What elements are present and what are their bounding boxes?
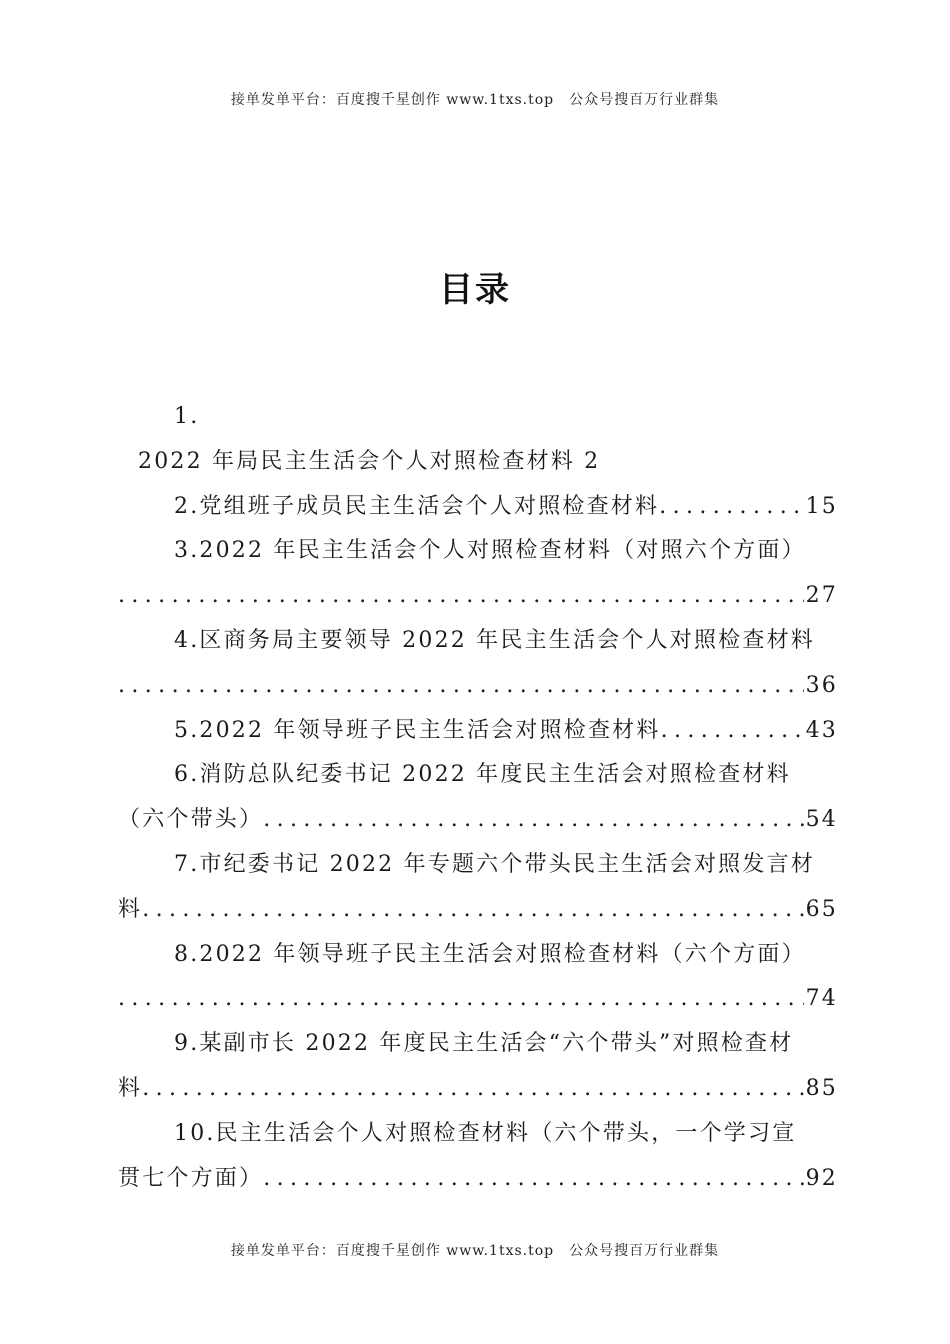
toc-item-7-leader[interactable] bbox=[118, 888, 838, 933]
toc-item-7-cont: 料 bbox=[118, 896, 143, 922]
toc-item-6-cont: （六个带头） bbox=[118, 807, 264, 833]
toc-item-10-leader[interactable] bbox=[118, 1157, 838, 1202]
dot-leader bbox=[118, 574, 804, 619]
toc-item-6-leader[interactable] bbox=[118, 798, 838, 843]
toc-item-3-page: 27 bbox=[805, 583, 838, 609]
toc-item-7-page: 65 bbox=[805, 896, 838, 922]
toc-item-6-page: 54 bbox=[805, 807, 838, 833]
toc-item-2-text: 2.党组班子成员民主生活会个人对照检查材料 bbox=[174, 493, 660, 519]
toc-item-10-cont: 贯七个方面） bbox=[118, 1165, 264, 1191]
toc-item-2[interactable] bbox=[118, 485, 838, 530]
dot-leader bbox=[263, 798, 803, 843]
toc-item-4[interactable]: 4.区商务局主要领导 2022 年民主生活会个人对照检查材料 bbox=[174, 627, 815, 653]
dot-leader bbox=[118, 977, 804, 1022]
toc-item-5-page: 43 bbox=[805, 717, 838, 743]
dot-leader bbox=[659, 485, 803, 530]
toc-item-8-page: 74 bbox=[805, 986, 838, 1012]
toc-item-9-page: 85 bbox=[805, 1075, 838, 1101]
footer-note: 接单发单平台：百度搜千星创作 www.1txs.top 公众号搜百万行业群集 bbox=[230, 1243, 720, 1259]
toc-item-3-leader[interactable] bbox=[118, 574, 838, 619]
dot-leader bbox=[661, 709, 804, 754]
toc-item-1[interactable]: 2022 年局民主生活会个人对照检查材料 2 bbox=[138, 448, 601, 474]
header-note: 接单发单平台：百度搜千星创作 www.1txs.top 公众号搜百万行业群集 bbox=[230, 92, 720, 108]
toc-item-2-page: 15 bbox=[805, 493, 838, 519]
toc-item-4-leader[interactable] bbox=[118, 664, 838, 709]
page-title: 目录 bbox=[439, 270, 511, 310]
toc-item-9[interactable]: 9.某副市长 2022 年度民主生活会“六个带头”对照检查材 bbox=[174, 1031, 794, 1057]
toc-item-5-text: 5.2022 年领导班子民主生活会对照检查材料 bbox=[174, 717, 661, 743]
toc-item-6[interactable]: 6.消防总队纪委书记 2022 年度民主生活会对照检查材料 bbox=[174, 762, 791, 788]
toc-item-8-leader[interactable] bbox=[118, 977, 838, 1022]
toc-item-1-number: 1. bbox=[174, 404, 200, 429]
toc-item-10[interactable]: 10.民主生活会个人对照检查材料（六个带头，一个学习宣 bbox=[174, 1120, 797, 1146]
dot-leader bbox=[118, 664, 804, 709]
toc-item-10-page: 92 bbox=[805, 1165, 838, 1191]
toc-item-9-leader[interactable] bbox=[118, 1067, 838, 1112]
toc-item-5[interactable] bbox=[118, 709, 838, 754]
toc-item-3[interactable]: 3.2022 年民主生活会个人对照检查材料（对照六个方面） bbox=[174, 538, 806, 564]
dot-leader bbox=[263, 1157, 803, 1202]
toc-item-7[interactable]: 7.市纪委书记 2022 年专题六个带头民主生活会对照发言材 bbox=[174, 851, 815, 877]
dot-leader bbox=[142, 1067, 803, 1112]
toc-item-4-page: 36 bbox=[805, 672, 838, 698]
dot-leader bbox=[142, 888, 803, 933]
toc-item-8[interactable]: 8.2022 年领导班子民主生活会对照检查材料（六个方面） bbox=[174, 941, 806, 967]
table-of-contents bbox=[118, 395, 838, 1201]
toc-item-9-cont: 料 bbox=[118, 1075, 143, 1101]
